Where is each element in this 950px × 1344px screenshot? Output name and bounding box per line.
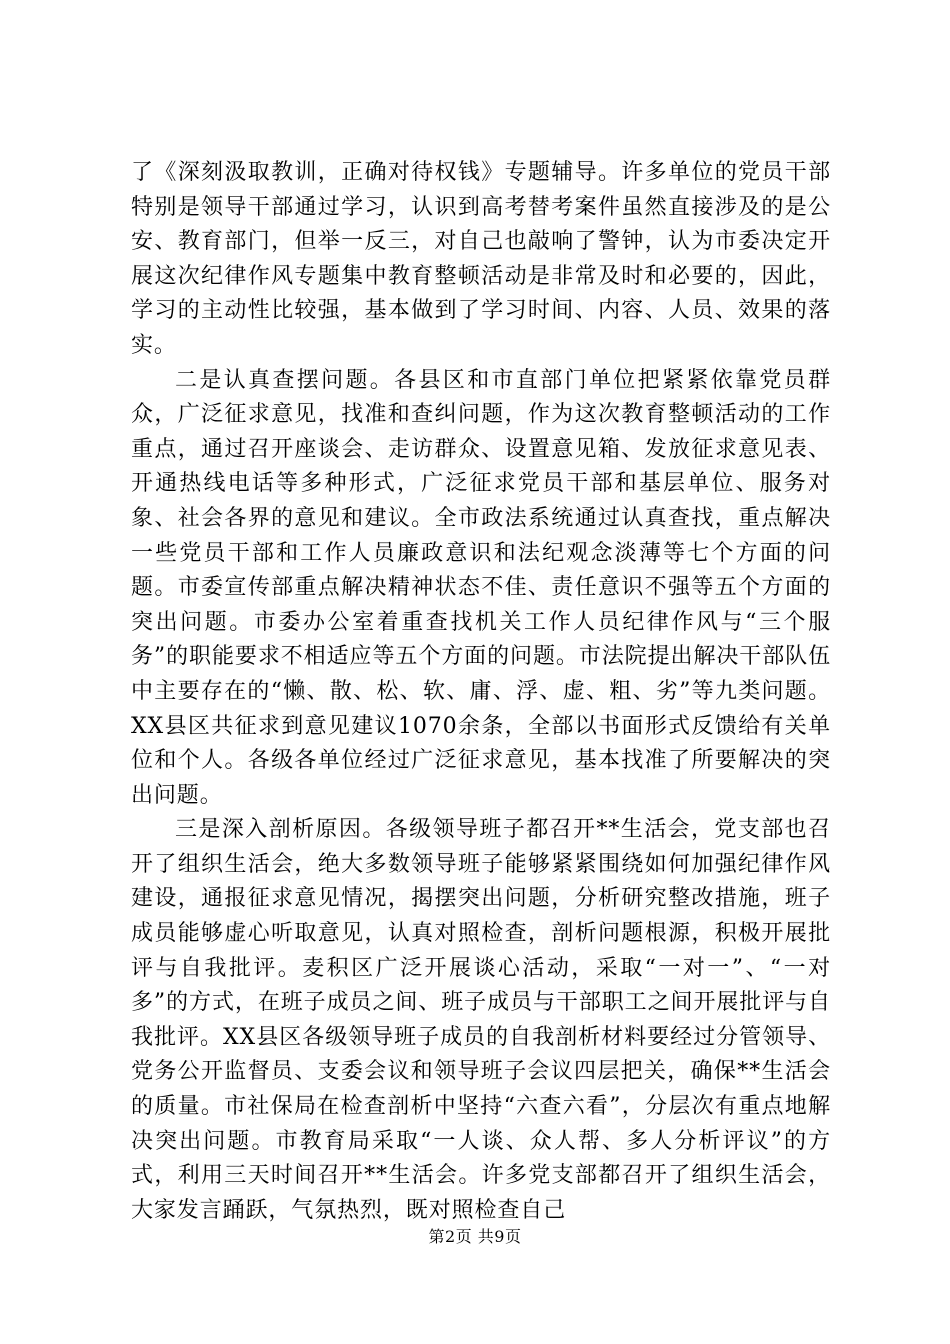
paragraph-continuation: 了《深刻汲取教训，正确对待权钱》专题辅导。许多单位的党员干部特别是领导干部通过学习，认识到高考替考案件虽然直接涉及的是公安、教育部门，但举一反三，对自己也敲响了警钟，认为市委决定开展这次纪律作风专题集中教育整顿活动是非常及时和必要的，因此，学习的主动性比较强，基本做到了学习时间、内容、人员、效果的落实。 [131, 160, 831, 358]
paragraph-check-problems: 二是认真查摆问题。各县区和市直部门单位把紧紧依靠党员群众，广泛征求意见，找准和查纠问题，作为这次教育整顿活动的工作重点，通过召开座谈会、走访群众、设置意见箱、发放征求意见表、开通热线电话等多种形式，广泛征求党员干部和基层单位、服务对象、社会各界的意见和建议。全市政法系统通过认真查找，重点解决一些党员干部和工作人员廉政意识和法纪观念淡薄等七个方面的问题。市委宣传部重点解决精神状态不佳、责任意识不强等五个方面的突出问题。市委办公室着重查找机关工作人员纪律作风与“三个服务”的职能要求不相适应等五个方面的问题。市法院提出解决干部队伍中主要存在的“懒、散、松、软、庸、浮、虚、粗、劣”等九类问题。XX县区共征求到意见建议1070余条，全部以书面形式反馈给有关单位和个人。各级各单位经过广泛征求意见，基本找准了所要解决的突出问题。 [131, 367, 831, 808]
paragraph-analyze-causes: 三是深入剖析原因。各级领导班子都召开**生活会，党支部也召开了组织生活会，绝大多数领导班子能够紧紧围绕如何加强纪律作风建设，通报征求意见情况，揭摆突出问题，分析研究整改措施，班子成员能够虚心听取意见，认真对照检查，剖析问题根源，积极开展批评与自我批评。麦积区广泛开展谈心活动，采取“一对一”、“一对多”的方式，在班子成员之间、班子成员与干部职工之间开展批评与自我批评。XX县区各级领导班子成员的自我剖析材料要经过分管领导、党务公开监督员、支委会议和领导班子会议四层把关，确保**生活会的质量。市社保局在检查剖析中坚持“六查六看”，分层次有重点地解决突出问题。市教育局采取“一人谈、众人帮、多人分析评议”的方式，利用三天时间召开**生活会。许多党支部都召开了组织生活会，大家发言踊跃，气氛热烈，既对照检查自己 [131, 817, 831, 1223]
document-body [131, 156, 831, 1228]
page-number-footer: 第2页 共9页 [428, 1227, 522, 1246]
